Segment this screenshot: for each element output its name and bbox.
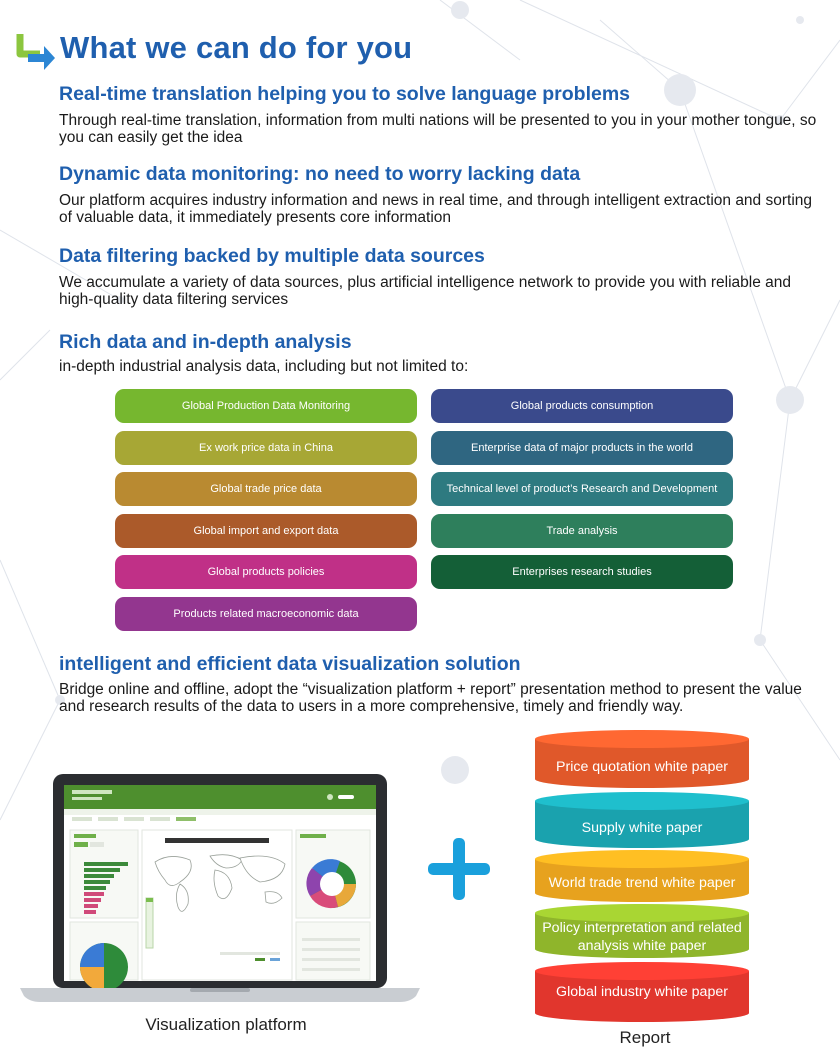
data-tag: Ex work price data in China <box>115 431 417 465</box>
report-layer-label: Policy interpretation and related analysis white paper <box>542 920 742 954</box>
data-tag: Trade analysis <box>431 514 733 548</box>
section-heading: Data filtering backed by multiple data sources <box>59 245 485 267</box>
data-tag: Global products consumption <box>431 389 733 423</box>
data-tag: Products related macroeconomic data <box>115 597 417 631</box>
section-heading: Dynamic data monitoring: no need to worry lacking data <box>59 163 581 185</box>
data-tag: Global Production Data Monitoring <box>115 389 417 423</box>
data-tag: Global import and export data <box>115 514 417 548</box>
plus-icon <box>428 838 490 900</box>
section-body: Our platform acquires industry information and news in real time, and through intelligent extraction and sorting of valuable data, it immediately presents core information <box>59 192 813 226</box>
section-heading: Real-time translation helping you to solve language problems <box>59 83 631 105</box>
section-body: Bridge online and offline, adopt the “visualization platform + report” presentation method to present the value and research results of the data to users in a more comprehensive, timely and friendly way. <box>59 681 802 715</box>
data-tag: Global trade price data <box>115 472 417 506</box>
section-heading: Rich data and in-depth analysis <box>59 331 352 353</box>
data-tag: Technical level of product’s Research and Development <box>431 472 733 506</box>
section-visualization <box>59 653 819 715</box>
section-body: We accumulate a variety of data sources, plus artificial intelligence network to provide you with reliable and high-quality data filtering services <box>59 274 792 308</box>
section-body: in-depth industrial analysis data, including but not limited to: <box>59 358 469 375</box>
arrow-logo-icon <box>14 30 56 70</box>
report-layer-label: World trade trend white paper <box>548 875 736 891</box>
section-analysis <box>59 331 819 375</box>
report-stack <box>534 726 750 1026</box>
data-tag: Enterprises research studies <box>431 555 733 589</box>
section-filtering <box>59 245 819 308</box>
data-tag: Enterprise data of major products in the world <box>431 431 733 465</box>
platform-caption: Visualization platform <box>145 1015 307 1034</box>
report-caption: Report <box>619 1028 671 1047</box>
page-title: What we can do for you <box>60 30 413 65</box>
report-layer-label: Supply white paper <box>581 820 703 836</box>
section-translation <box>59 83 819 146</box>
data-tag: Global products policies <box>115 555 417 589</box>
laptop-illustration <box>20 772 420 1004</box>
report-layer-label: Global industry white paper <box>556 984 728 1000</box>
report-layer-label: Price quotation white paper <box>556 759 728 775</box>
section-heading: intelligent and efficient data visualization solution <box>59 653 521 675</box>
section-body: Through real-time translation, information from multi nations will be presented to you in your mother tongue, so you can easily get the idea <box>59 112 817 146</box>
section-monitoring <box>59 163 819 226</box>
